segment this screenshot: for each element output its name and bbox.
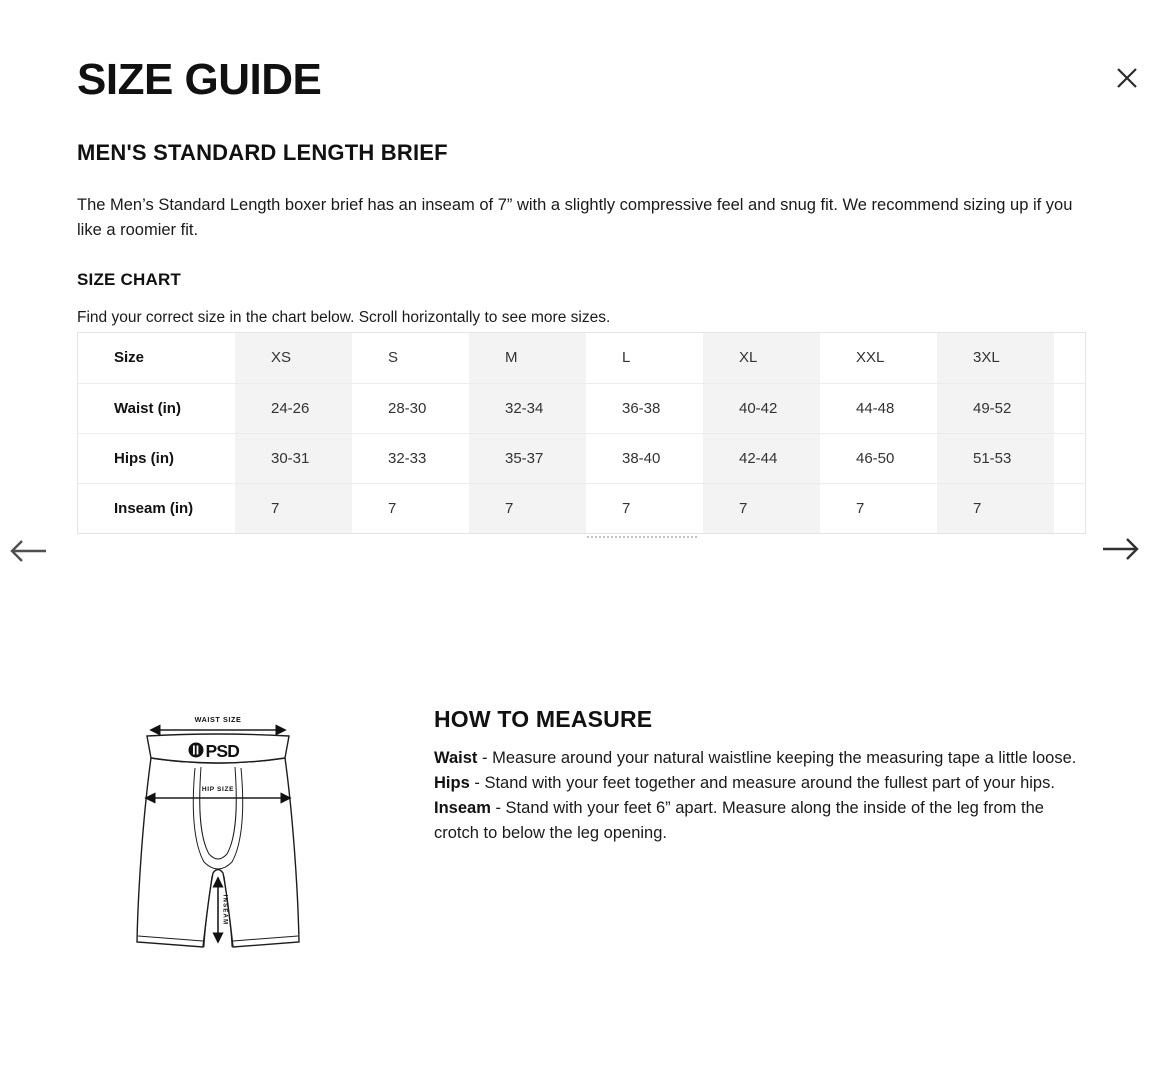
row-label-cell: Hips (in) — [78, 433, 235, 483]
size-value-cell: XXL — [856, 349, 885, 367]
inseam-label: INSEAM — [221, 894, 228, 926]
size-value-cell: 7 — [937, 483, 1054, 533]
size-value-cell: 46-50 — [820, 433, 937, 483]
size-value-cell: 24-26 — [235, 383, 352, 433]
size-chart-heading: SIZE CHART — [77, 270, 181, 289]
psd-logo-mark — [189, 743, 204, 758]
arrow-left-icon — [8, 537, 48, 565]
close-icon — [1115, 66, 1139, 90]
size-value-cell: 30-31 — [235, 433, 352, 483]
size-value-cell: 51-53 — [937, 433, 1054, 483]
measure-item-inseam: Inseam - Stand with your feet 6” apart. Measure along the inside of the leg from the crotch to below the leg opening. — [434, 799, 1044, 842]
waist-size-label: WAIST SIZE — [194, 715, 242, 724]
row-label-cell: Inseam (in) — [78, 483, 235, 533]
psd-logo-text: PSD — [205, 741, 240, 761]
size-value-cell: 7 — [703, 483, 820, 533]
page-title: SIZE GUIDE — [77, 55, 322, 104]
how-to-measure-section — [77, 706, 1086, 958]
product-title: MEN'S STANDARD LENGTH BRIEF — [77, 140, 448, 165]
row-label-cell: Size — [114, 349, 145, 367]
size-value-cell: 36-38 — [586, 383, 703, 433]
size-value-cell: 44-48 — [820, 383, 937, 433]
size-value-cell: 32-34 — [469, 383, 586, 433]
size-value-cell: 7 — [469, 483, 586, 533]
row-label-cell: Waist (in) — [78, 383, 235, 433]
size-value-cell: 7 — [352, 483, 469, 533]
boxer-brief-diagram — [133, 706, 303, 958]
size-value-cell — [1054, 433, 1086, 483]
scroll-right-button[interactable] — [1101, 535, 1141, 563]
size-value-cell: XL — [703, 333, 820, 383]
size-value-cell: L — [622, 349, 631, 367]
size-table-row — [78, 433, 1086, 483]
size-chart-hint: Find your correct size in the chart below. Scroll horizontally to see more sizes. — [77, 309, 611, 326]
close-button[interactable] — [1115, 66, 1139, 90]
size-value-cell: 7 — [820, 483, 937, 533]
size-value-cell: 42-44 — [703, 433, 820, 483]
size-value-cell: 32-33 — [352, 433, 469, 483]
measure-item-hips: Hips - Stand with your feet together and measure around the fullest part of your hips. — [434, 774, 1055, 792]
size-value-cell: 7 — [586, 483, 703, 533]
size-value-cell: 38-40 — [586, 433, 703, 483]
size-value-cell — [1054, 383, 1086, 433]
size-value-cell: 7 — [235, 483, 352, 533]
size-value-cell: 49-52 — [937, 383, 1054, 433]
size-value-cell: 35-37 — [469, 433, 586, 483]
arrow-right-icon — [1101, 535, 1141, 563]
size-table-row — [78, 383, 1086, 433]
how-to-measure-text — [434, 706, 1086, 846]
size-value-cell — [1054, 483, 1086, 533]
size-table-header-row — [78, 333, 1086, 383]
size-value-cell: XS — [235, 333, 352, 383]
size-value-cell: 3XL — [937, 333, 1054, 383]
measure-item-waist: Waist - Measure around your natural waistline keeping the measuring tape a little loose. — [434, 749, 1077, 767]
size-table-row — [78, 483, 1086, 533]
size-value-cell — [1054, 333, 1086, 383]
how-to-measure-heading: HOW TO MEASURE — [434, 706, 653, 732]
size-value-cell: 28-30 — [352, 383, 469, 433]
product-description: The Men’s Standard Length boxer brief has an inseam of 7” with a slightly compressive feel and snug fit. We recommend sizing up if you like a roomier fit. — [77, 196, 1073, 239]
size-value-cell: S — [388, 349, 399, 367]
hip-size-label: HIP SIZE — [201, 786, 235, 793]
boxer-brief-diagram-svg — [133, 706, 303, 958]
size-table-body — [78, 333, 1086, 533]
size-guide-modal — [0, 55, 1149, 958]
table-scrollbar-thumb[interactable] — [587, 536, 697, 538]
table-scrollbar — [77, 536, 1086, 540]
size-value-cell: 40-42 — [703, 383, 820, 433]
size-value-cell: M — [469, 333, 586, 383]
scroll-left-button[interactable] — [8, 537, 48, 565]
size-table-scroll-area[interactable] — [77, 332, 1086, 534]
size-table — [78, 333, 1086, 533]
